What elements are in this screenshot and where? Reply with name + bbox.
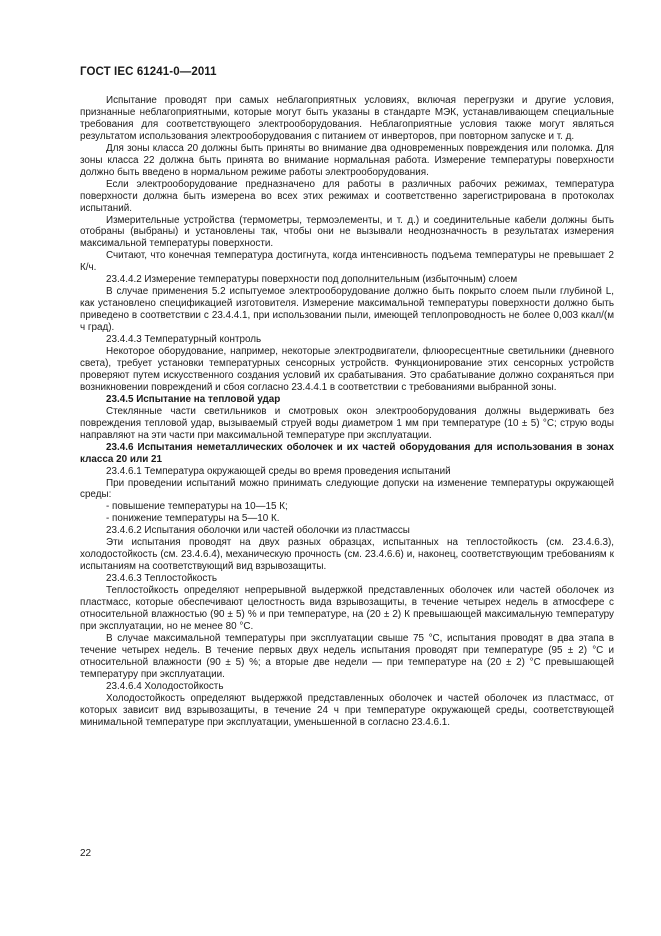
list-item-decrease: - понижение температуры на 5—10 К. [106,513,280,525]
paragraph-zone-class: Для зоны класса 20 должны быть приняты во внимание два одновременных повреждения или поломка. Для зоны класса 22 должна быть принята во внимание нормальная работа. Измерение температуры поверхности должно быть введено в нормальном режиме работы электрооборудования. [80,142,614,178]
section-heading-23-4-6: 23.4.6 Испытания неметаллических оболочек и их частей оборудования для использования в зонах класса 20 или 21 [80,441,614,465]
paragraph-plastic-tests: Эти испытания проводят на двух разных образцах, испытанных на теплостойкость (см. 23.4.6.3), холодостойкость (см. 23.4.6.4), механическую прочность (см. 23.4.6.6) и, наконец, соответствующим требованиям к испытаниям на соответствующий вид взрывозащиты. [80,537,614,573]
document-header: ГОСТ IEC 61241-0—2011 [80,66,217,78]
paragraph-dust-layer: В случае применения 5.2 испытуемое электрооборудование должно быть покрыто слоем пыли глубиной L, как установлено спецификацией изготовителя. Измерение максимальной температуры поверхности должно быть приведено в соответствии с 23.4.4.1, при использовании пыли, имеющей теплопроводность не более 0,003 ккал/(м ч град). [80,286,614,334]
section-heading-23-4-6-3: 23.4.6.3 Теплостойкость [106,573,218,585]
page-number: 22 [80,848,92,859]
paragraph-test-conditions: Испытание проводят при самых неблагоприятных условиях, включая перегрузки и другие условия, признанные неблагоприятными, которые могут быть указаны в стандарте МЭК, устанавливающем специальные требования для соответствующего электрооборудования. Неблагоприятные условия также могут являться результатом использования электрооборудования с питанием от инверторов, при повторном запуске и т. д. [80,95,614,142]
paragraph-final-temperature: Считают, что конечная температура достигнута, когда интенсивность подъема температуры не превышает 2 К/ч. [80,250,614,274]
paragraph-measuring-devices: Измерительные устройства (термометры, термоэлементы, и т. д.) и соединительные кабели должны быть отобраны (выбраны) и установлены так, чтобы они не вызывали неоднозначность в результатах измерения максимальной температуры поверхности. [80,214,614,250]
paragraph-high-temperature: В случае максимальной температуры при эксплуатации свыше 75 °С, испытания проводят в два этапа в течение четырех недель. В течение первых двух недель испытания проводят при температуре (95 ± 2) °С и относительной влажности (90 ± 5) %; а вторые две недели — при температуре на (20 ± 2) °С превышающей температуру при эксплуатации. [80,632,614,680]
section-heading-23-4-6-1: 23.4.6.1 Температура окружающей среды во время проведения испытаний [106,465,451,477]
section-heading-23-4-4-2: 23.4.4.2 Измерение температуры поверхности под дополнительным (избыточным) слоем [106,274,518,286]
section-heading-23-4-5: 23.4.5 Испытание на тепловой удар [106,393,281,405]
list-item-increase: - повышение температуры на 10—15 К; [106,501,288,513]
paragraph-cold-resistance: Холодостойкость определяют выдержкой представленных оболочек и частей оболочек из пластмасс, от которых зависит вид взрывозащиты, в течение 24 ч при температуре окружающей среды, соответствующей минимальной температуре при эксплуатации, уменьшенной в согласно 23.4.6.1. [80,692,614,728]
section-heading-23-4-6-2: 23.4.6.2 Испытания оболочки или частей оболочки из пластмассы [106,525,410,537]
section-heading-23-4-6-4: 23.4.6.4 Холодостойкость [106,680,224,692]
paragraph-temperature-control: Некоторое оборудование, например, некоторые электродвигатели, флюоресцентные светильники (дневного света), требует установки температурных сенсорных устройств. Функционирование этих сенсорных устройств проверяют путем искусственного создания условий их срабатывания. Это срабатывание должно сохраняться при возникновении повреждений и сбоя согласно 23.4.4.1 в соответствии с требованиями выбранной зоны. [80,346,614,393]
paragraph-tolerances: При проведении испытаний можно принимать следующие допуски на изменение температуры окружающей среды: [80,477,614,501]
paragraph-operating-modes: Если электрооборудование предназначено для работы в различных рабочих режимах, температура поверхности должна быть измерена во всех этих режимах и соответственно зарегистрирована в протоколах испытаний. [80,178,614,214]
paragraph-thermal-shock: Стеклянные части светильников и смотровых окон электрооборудования должны выдерживать без повреждения тепловой удар, вызываемый струей воды диаметром 1 мм при температуре (10 ± 5) °С; струю воды направляют на эти части при максимальной температуре при эксплуатации. [80,405,614,441]
paragraph-heat-resistance: Теплостойкость определяют непрерывной выдержкой представленных оболочек или частей оболочек из пластмасс, которые обеспечивают целостность вида взрывозащиты, в течение четырех недель в атмосфере с относительной влажностью (90 ± 5) % и при температуре, на (20 ± 2) К превышающей максимальную температуру при эксплуатации, но не менее 80 °С. [80,585,614,632]
document-body [80,95,614,729]
section-heading-23-4-4-3: 23.4.4.3 Температурный контроль [106,334,262,346]
